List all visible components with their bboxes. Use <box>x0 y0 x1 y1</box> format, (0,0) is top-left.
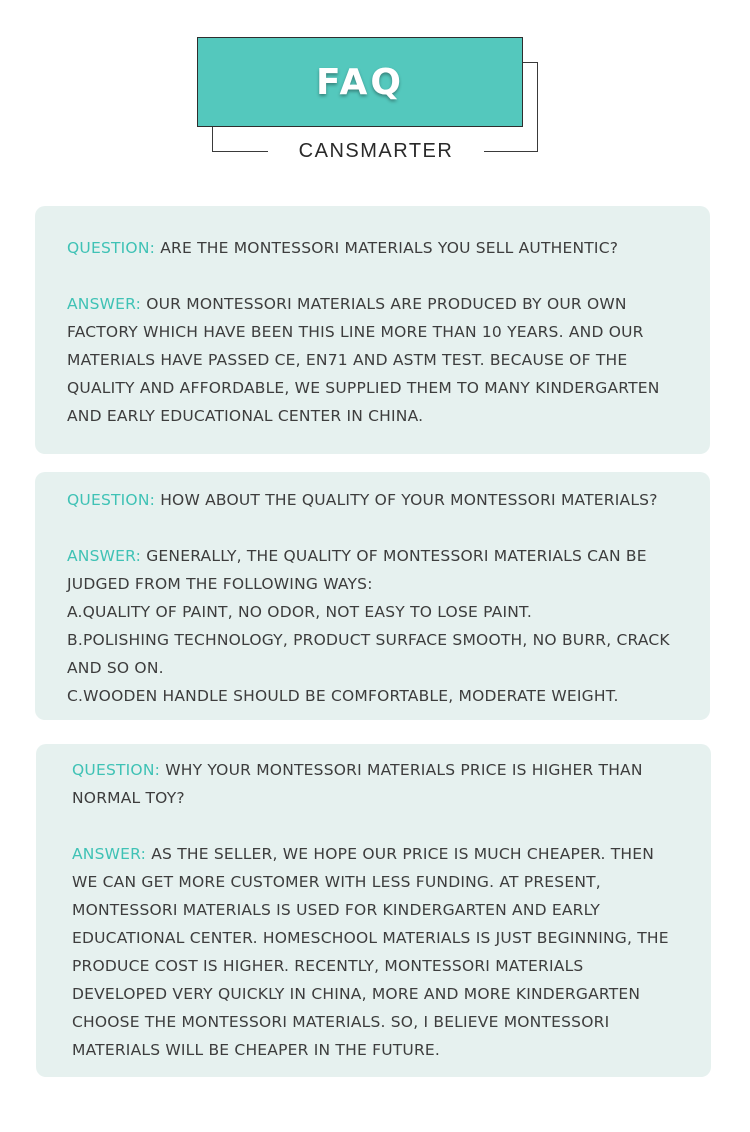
answer-text: GENERALLY, THE QUALITY OF MONTESSORI MATERIALS CAN BE JUDGED FROM THE FOLLOWING WAYS: <box>67 547 647 593</box>
answer-line <box>67 290 678 430</box>
title-banner <box>197 37 523 127</box>
answer-point: B.POLISHING TECHNOLOGY, PRODUCT SURFACE SMOOTH, NO BURR, CRACK AND SO ON. <box>67 631 670 677</box>
question-line <box>67 234 678 262</box>
question-text: HOW ABOUT THE QUALITY OF YOUR MONTESSORI MATERIALS? <box>160 491 658 509</box>
faq-card <box>35 206 710 454</box>
question-label: QUESTION: <box>67 239 156 257</box>
answer-label: ANSWER: <box>67 547 142 565</box>
answer-line <box>72 840 681 1064</box>
page-title: FAQ <box>316 61 404 103</box>
question-text: ARE THE MONTESSORI MATERIALS YOU SELL AUTHENTIC? <box>160 239 619 257</box>
question-text: WHY YOUR MONTESSORI MATERIALS PRICE IS HIGHER THAN NORMAL TOY? <box>72 761 643 807</box>
faq-header <box>0 0 750 180</box>
answer-label: ANSWER: <box>72 845 147 863</box>
question-line <box>67 486 678 514</box>
answer-label: ANSWER: <box>67 295 142 313</box>
answer-point: C.WOODEN HANDLE SHOULD BE COMFORTABLE, MODERATE WEIGHT. <box>67 687 619 705</box>
answer-point: A.QUALITY OF PAINT, NO ODOR, NOT EASY TO LOSE PAINT. <box>67 603 532 621</box>
question-line <box>72 756 681 812</box>
answer-text: OUR MONTESSORI MATERIALS ARE PRODUCED BY OUR OWN FACTORY WHICH HAVE BEEN THIS LINE MORE THAN 10 YEARS. AND OUR MATERIALS HAVE PASSED CE, EN71 AND ASTM TEST. BECAUSE OF THE QUALITY AND AFFORDABLE, WE SUPPLIED THEM TO MANY KINDERGARTEN AND EARLY EDUCATIONAL CENTER IN CHINA. <box>67 295 660 425</box>
question-label: QUESTION: <box>72 761 161 779</box>
answer-line <box>67 542 678 598</box>
faq-card <box>35 472 710 720</box>
faq-card <box>36 744 711 1077</box>
question-label: QUESTION: <box>67 491 156 509</box>
brand-subtitle: CANSMARTER <box>298 140 454 162</box>
answer-text: AS THE SELLER, WE HOPE OUR PRICE IS MUCH CHEAPER. THEN WE CAN GET MORE CUSTOMER WITH LESS FUNDING. AT PRESENT, MONTESSORI MATERIALS IS USED FOR KINDERGARTEN AND EARLY EDUCATIONAL CENTER. HOMESCHOOL MATERIALS IS JUST BEGINNING, THE PRODUCE COST IS HIGHER. RECENTLY, MONTESSORI MATERIALS DEVELOPED VERY QUICKLY IN CHINA, MORE AND MORE KINDERGARTEN CHOOSE THE MONTESSORI MATERIALS. SO, I BELIEVE MONTESSORI MATERIALS WILL BE CHEAPER IN THE FUTURE. <box>72 845 669 1059</box>
